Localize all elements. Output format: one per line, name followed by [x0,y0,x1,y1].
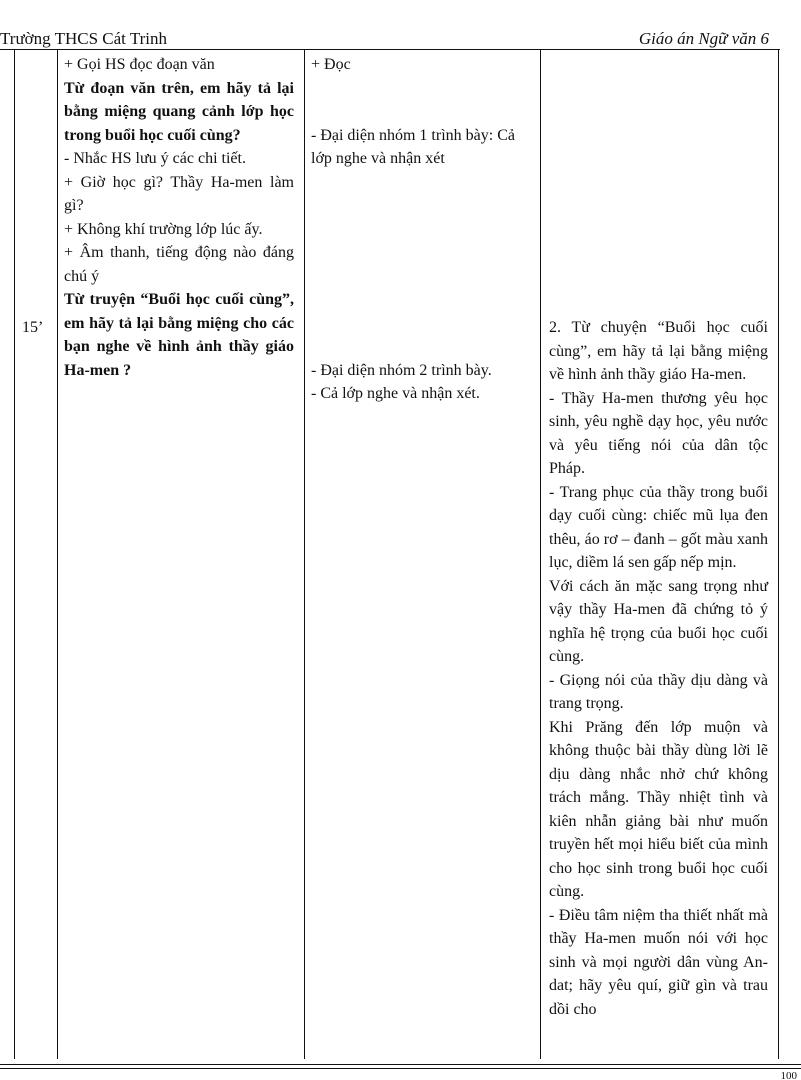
footer-rule [0,1064,801,1065]
content-paragraph: - Trang phục của thầy trong buổi dạy cuối cùng: chiếc mũ lụa đen thêu, áo rơ – đanh – gốt màu xanh lục, diềm lá sen gấp nếp mịn. [549,483,768,571]
table-border-right [778,49,779,1059]
time-cell: 15’ [22,319,44,336]
teacher-activity-column [64,53,294,382]
content-paragraph: Khi Prăng đến lớp muộn và không thuộc bài thầy dùng lời lẽ dịu dàng nhắc nhở chứ không trách mắng. Thầy nhiệt tình và kiên nhẫn giảng bài như muốn truyền hết mọi hiểu biết của mình cho học sinh trong buổi học cuối cùng. [549,718,768,900]
header-rule [0,49,780,50]
school-name: Trường THCS Cát Trinh [0,29,168,48]
table-divider-2 [304,49,305,1059]
student-group2-listen: - Cả lớp nghe và nhận xét. [311,385,480,402]
student-activity-column [311,53,536,406]
content-paragraph: - Điều tâm niệm tha thiết nhất mà thầy Ha-men muốn nói với học sinh và mọi người dân vùng An-dat; hãy yêu quí, giữ gìn và trau dồi cho [549,906,768,1018]
teacher-line: + Âm thanh, tiếng động nào đáng chú ý [64,244,294,285]
content-paragraph: - Thầy Ha-men thương yêu học sinh, yêu nghề dạy học, yêu nước và yêu tiếng nói của dân tộc Pháp. [549,389,768,477]
teacher-line: - Nhắc HS lưu ý các chi tiết. [64,150,246,167]
teacher-line: + Giờ học gì? Thầy Ha-men làm gì? [64,173,294,214]
table-divider-3 [540,49,541,1059]
student-read: + Đọc [311,56,351,73]
content-column [549,316,768,1021]
teacher-line: + Gọi HS đọc đoạn văn [64,56,215,73]
table-border-left [14,49,15,1059]
content-paragraph: Với cách ăn mặc sang trọng như vậy thầy Ha-men đã chứng tỏ ý nghĩa hệ trọng của buổi học cuối cùng. [549,577,768,665]
teacher-question-1: Từ đoạn văn trên, em hãy tả lại bằng miệng quang cảnh lớp học trong buổi học cuối cùng? [64,79,294,144]
content-paragraph: 2. Từ chuyện “Buổi học cuối cùng”, em hãy tả lại bằng miệng về hình ảnh thầy giáo Ha-men. [549,319,768,383]
teacher-question-2: Từ truyện “Buổi học cuối cùng”, em hãy tả lại bằng miệng cho các bạn nghe về hình ảnh thầy giáo Ha-men ? [64,291,294,379]
content-paragraph: - Giọng nói của thầy dịu dàng và trang trọng. [549,671,768,712]
document-title: Giáo án Ngữ văn 6 [638,29,769,48]
page-number: 100 [780,1071,797,1080]
footer-rule [0,1068,801,1069]
student-group2: - Đại diện nhóm 2 trình bày. [311,361,492,379]
table-divider-1 [57,49,58,1059]
teacher-line: + Không khí trường lớp lúc ấy. [64,220,263,238]
student-group1: - Đại diện nhóm 1 trình bày: Cả lớp nghe và nhận xét [311,126,515,167]
